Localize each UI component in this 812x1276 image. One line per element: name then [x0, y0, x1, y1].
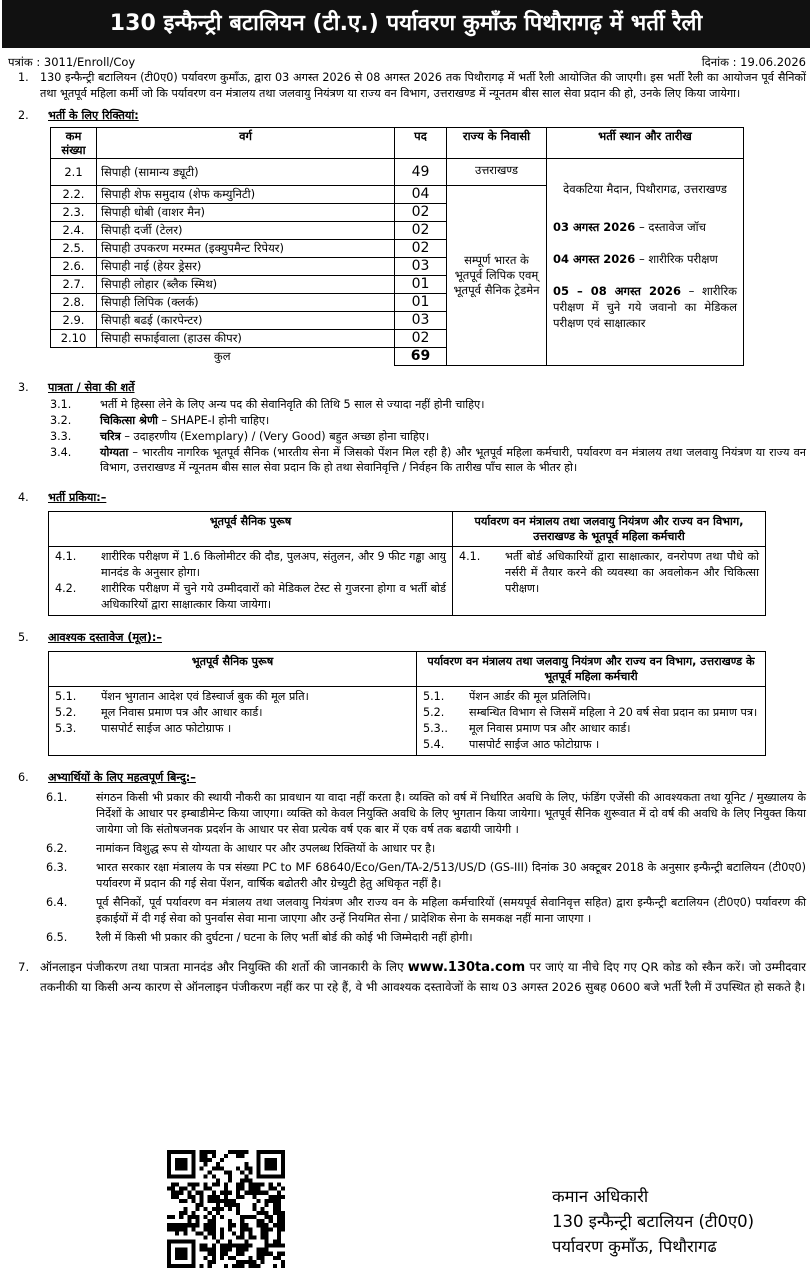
row-posts: 02 [395, 329, 447, 347]
eligibility-item [0, 397, 812, 413]
row-posts: 02 [395, 203, 447, 221]
item-text: संगठन किसी भी प्रकार की स्थायी नौकरी का प्रावधान या वादा नहीं करता है। व्यक्ति को वर्ष में निर्धारित अवधि के लिए, फंडिंग एजेंसी की आवश्यकता तथा यूनिट / मुख्यालय के निर्देशों के आधार पर इम्बाडीमेन्ट किया जाएगा। व्यक्ति को केवल नियुक्ति अवधि के लिए भुगतान किया जायेगा। भूतपूर्व सैनिक शुरूवात में दो वर्ष की अवधि के लिए नियुक्त किया जायेगा जो कि संतोषजनक प्रदर्शन के आधार पर सेवा प्रत्येक वर्ष एक बार में एक वर्ष तक बढायी जायेगी । [96, 791, 806, 837]
schedule-text: – दस्तावेज जॉच [635, 219, 706, 234]
schedule-item [553, 283, 737, 331]
item-text: – उदाहरणीय (Exemplary) / (Very Good) बहुत अच्छा होना चाहिए। [120, 429, 430, 443]
row-posts: 02 [395, 221, 447, 239]
vacancy-table [50, 127, 744, 366]
row-posts: 01 [395, 293, 447, 311]
item-text: मूल निवास प्रमाण पत्र और आधार कार्ड। [469, 722, 631, 736]
row-posts: 02 [395, 239, 447, 257]
item-text: शारीरिक परीक्षण में चुने गये उम्मीदवारों को मेडिकल टेस्ट से गुजरना होगा व भर्ती बोर्ड अधिकारियों द्वारा साक्षात्कार किया जायेगा। [101, 582, 446, 612]
important-points-list [0, 790, 812, 945]
row-posts: 03 [395, 257, 447, 275]
item-number: 3.3. [50, 429, 72, 443]
item-text: भर्ती बोर्ड अधिकारियों द्वारा साक्षात्कार, वनरोपण तथा पौधे को नर्सरी में तैयार करने की व्यवस्था का अवलोकन और चिकित्सा परीक्षण। [505, 550, 759, 596]
important-point [0, 930, 812, 946]
item-number: 5.4. [423, 738, 445, 752]
total-value: 69 [395, 347, 447, 365]
eligibility-item [0, 445, 812, 477]
list-item [55, 705, 410, 721]
section-text: 130 इन्फैन्ट्री बटालियन (टी0ए0) पर्यावरण कुमाँऊ, द्वारा 03 अगस्त 2026 से 08 अगस्त 2026 तक पिथौरागढ़ में भर्ती रैली आयोजित की जाएगी। इस भर्ती रैली का आयोजन पूर्व सैनिकों तथा भूतपूर्व महिला कर्मी जो कि पर्यावरण वन मंत्रालय तथा जलवायु नियंत्रण या राज्य वन विभाग, उत्तराखण्ड में न्यूनतम बीस साल सेवा प्रदान की हो, उनके लिए किया जायेगा। [40, 71, 806, 100]
important-point [0, 841, 812, 857]
registration-link[interactable]: www.130ta.com [407, 959, 526, 975]
row-category: सिपाही नाई (हेयर ड्रेसर) [97, 257, 395, 275]
list-item [423, 689, 759, 705]
list-item [423, 721, 759, 737]
vacancy-row [51, 158, 744, 185]
item-lead: चिकित्सा श्रेणी [100, 413, 158, 427]
list-item [55, 689, 410, 705]
section-6-heading: 6. अभ्यार्थियों के लिए महत्वपूर्ण बिन्दु:– [18, 771, 196, 785]
item-text: भर्ती मे हिस्सा लेने के लिए अन्य पद की सेवानिवृति की तिथि 5 साल से ज्यादा नहीं होनी चाहिए। [100, 397, 485, 411]
row-category: सिपाही शेफ समुदाय (शेफ कम्युनिटी) [97, 185, 395, 203]
item-number: 6.2. [46, 842, 68, 856]
item-text: भारत सरकार रक्षा मंत्रालय के पत्र संख्या PC to MF 68640/Eco/Gen/TA-2/513/US/D (GS-III) दिनांक 30 अक्टूबर 2018 के अनुसार इन्फैन्ट्री बटालियन (टी0ए0) पर्यावरण में प्रदान की गई सेवा पेंशन, वार्षिक बढोतरी और ग्रेच्युटी हेतु अधिकृत नहीं है। [96, 860, 806, 890]
item-lead: योग्यता [100, 445, 129, 459]
item-lead: चरित्र [100, 429, 121, 443]
row-category: सिपाही उपकरण मरम्मत (इक्युपमैन्ट रिपेयर) [97, 239, 395, 257]
section-number: 1. [18, 71, 29, 84]
state-all-india: सम्पूर्ण भारत के भूतपूर्व लिपिक एवम् भूतपूर्व सैनिक ट्रेडमेन [447, 185, 547, 365]
item-number: 5.2. [55, 706, 77, 720]
docs-col-women: पर्यावरण वन मंत्रालय तथा जलवायु नियंत्रण और राज्य वन विभाग, उत्तराखण्ड के भूतपूर्व महिला कर्मचारी [417, 652, 766, 687]
item-number: 6.5. [46, 930, 68, 944]
reference-row [0, 54, 812, 70]
item-text: नामांकन विशुद्ध रूप से योग्यता के आधार पर और उपलब्ध रिक्तियों के आधार पर है। [96, 842, 436, 856]
row-serial: 2.5. [51, 239, 97, 257]
row-category: सिपाही लिपिक (क्लर्क) [97, 293, 395, 311]
signatory-location: पर्यावरण कुमाँऊ, पिथौरागढ [552, 1237, 717, 1256]
docs-women-cell [417, 687, 766, 756]
item-text: – SHAPE-I होनी चाहिए। [157, 413, 270, 427]
list-item [55, 549, 446, 581]
row-category: सिपाही लोहार (ब्लैक स्मिथ) [97, 275, 395, 293]
important-point [0, 860, 812, 892]
col-serial: कम संख्या [51, 127, 97, 158]
process-table [48, 511, 766, 616]
item-text: पेंशन भुगतान आदेश एवं डिस्चार्ज बुक की मूल प्रति। [101, 690, 309, 704]
item-number: 5.1. [55, 690, 77, 704]
schedule-date: 05 – 08 अगस्त 2026 [553, 283, 681, 298]
row-category: सिपाही दर्जी (टेलर) [97, 221, 395, 239]
item-number: 3.4. [50, 445, 72, 459]
col-venue: भर्ती स्थान और तारीख [547, 127, 744, 158]
list-item [55, 721, 410, 737]
process-men-cell [49, 547, 453, 616]
process-col-men: भूतपूर्व सैनिक पुरूष [49, 512, 453, 547]
row-serial: 2.8. [51, 293, 97, 311]
col-category: वर्ग [97, 127, 395, 158]
signatory-unit: 130 इन्फैन्ट्री बटालियन (टी0ए0) [552, 1212, 755, 1231]
row-posts: 49 [395, 158, 447, 185]
item-text: पासपोर्ट साईज आठ फोटोग्राफ । [101, 722, 232, 736]
item-number: 6.4. [46, 895, 68, 909]
schedule-text: – शारीरिक परीक्षण में चुने गये जवानो का मेडिकल परीक्षण एवं साक्षात्कार [553, 283, 737, 330]
total-label: कुल [51, 347, 395, 365]
item-number: 5.3. [55, 722, 77, 736]
signatory-title: कमान अधिकारी [552, 1187, 649, 1206]
venue-cell [547, 158, 744, 365]
docs-men-cell [49, 687, 417, 756]
important-point [0, 790, 812, 838]
docs-col-men: भूतपूर्व सैनिक पुरूष [49, 652, 417, 687]
letter-number: पत्रांक : 3011/Enroll/Coy [8, 55, 136, 69]
item-text: – भारतीय नागरिक भूतपूर्व सैनिक (भारतीय सेना में जिसको पेंशन मिल रही है) और भूतपूर्व महिला कर्मचारी, पर्यावरण वन मंत्रालय तथा जलवायु नियंत्रण या राज्य वन विभाग, उत्तराखण्ड में न्यूनतम बीस साल सेवा प्रदान कि हो तथा सेवानिवृत्ति / निर्वहन कि तारीख पाँच साल के भीतर हो। [100, 445, 806, 475]
row-serial: 2.6. [51, 257, 97, 275]
process-women-cell [453, 547, 766, 616]
eligibility-list [0, 397, 812, 477]
row-category: सिपाही धोबी (वाशर मैन) [97, 203, 395, 221]
signature-block [552, 1184, 754, 1259]
section-3-heading: 3. पात्रता / सेवा की शर्ते [18, 380, 135, 394]
process-col-women: पर्यावरण वन मंत्रालय तथा जलवायु नियंत्रण और राज्य वन विभाग, उत्तराखण्ड के भूतपूर्व महिला कर्मचारी [453, 512, 766, 547]
eligibility-item [0, 413, 812, 429]
section-7: 7. ऑनलाइन पंजीकरण तथा पात्रता मानदंड और नियुक्ति की शर्तो की जानकारी के लिए www.130ta.com पर जाएं या नीचे दिए गए QR कोड को स्कैन करें। जो उम्मीदवार तकनीकी या किसी अन्य कारण से ऑनलाइन पंजीकरण नहीं कर पा रहे हैं, वे भी आवश्यक दस्तावेजों के साथ 03 अगस्त 2026 सुबह 0600 बजे भर्ती रैली में उपस्थित हो सकते है। [18, 959, 806, 994]
row-serial: 2.10 [51, 329, 97, 347]
schedule-item [553, 251, 737, 267]
row-serial: 2.1 [51, 158, 97, 185]
schedule-date: 04 अगस्त 2026 [553, 251, 636, 266]
eligibility-item [0, 429, 812, 445]
col-posts: पद [395, 127, 447, 158]
section-1 [0, 70, 812, 102]
important-point [0, 895, 812, 927]
list-item [423, 737, 759, 753]
row-category: सिपाही बढई (कारपेन्टर) [97, 311, 395, 329]
item-number: 5.2. [423, 706, 445, 720]
row-serial: 2.4. [51, 221, 97, 239]
row-serial: 2.2. [51, 185, 97, 203]
schedule-date: 03 अगस्त 2026 [553, 219, 636, 234]
row-posts: 03 [395, 311, 447, 329]
item-text: मूल निवास प्रमाण पत्र और आधार कार्ड। [101, 706, 263, 720]
list-item [459, 549, 759, 597]
state-uttarakhand: उत्तराखण्ड [447, 158, 547, 185]
list-item [423, 705, 759, 721]
item-text: पूर्व सैनिकों, पूर्व पर्यावरण वन मंत्रालय तथा जलवायु नियंत्रण और राज्य वन के महिला कर्मचारियों (समयपूर्व सेवानिवृत्त सहित) द्वारा इन्फैन्ट्री बटालियन (टी0ए0) पर्यावरण की इकाईयों में दी गई सेवा को पुनर्वास सेवा माना जाएगा और उन्हें नियमित सेना / प्रादेशिक सेना के समकक्ष नहीं माना जाएगा । [96, 895, 806, 925]
item-number: 5.1. [423, 690, 445, 704]
item-text: रैली में किसी भी प्रकार की दुर्घटना / घटना के लिए भर्ती बोर्ड की कोई भी जिम्मेदारी नहीं होगी। [96, 930, 473, 944]
col-state: राज्य के निवासी [447, 127, 547, 158]
venue-name: देवकटिया मैदान, पिथौरागढ, उत्तराखण्ड [563, 181, 727, 196]
row-serial: 2.9. [51, 311, 97, 329]
item-text: सम्बन्धित विभाग से जिसमें महिला ने 20 वर्ष सेवा प्रदान का प्रमाण पत्र। [469, 706, 758, 720]
page-title: 130 इन्फैन्ट्री बटालियन (टी.ए.) पर्यावरण कुमाँऊ पिथौरागढ़ में भर्ती रैली [2, 0, 810, 48]
item-number: 3.2. [50, 413, 72, 427]
row-serial: 2.7. [51, 275, 97, 293]
section-5-heading: 5. आवश्यक दस्तावेज (मूल):– [18, 631, 162, 645]
item-number: 4.2. [55, 582, 77, 596]
row-category: सिपाही (सामान्य ड्यूटी) [97, 158, 395, 185]
item-text: पासपोर्ट साईज आठ फोटोग्राफ । [469, 738, 600, 752]
list-item [55, 581, 446, 613]
item-number: 6.3. [46, 860, 68, 874]
row-posts: 01 [395, 275, 447, 293]
row-category: सिपाही सफाईवाला (हाउस कीपर) [97, 329, 395, 347]
letter-date: दिनांक : 19.06.2026 [701, 55, 806, 69]
section-4-heading: 4. भर्ती प्रकिया:– [18, 491, 107, 505]
item-number: 4.1. [459, 550, 481, 564]
item-number: 5.3.. [423, 722, 448, 736]
item-text: पेंशन आर्डर की मूल प्रतिलिपि। [469, 690, 591, 704]
item-text: शारीरिक परीक्षण में 1.6 किलोमीटर की दौड, पुलअप, संतुलन, और 9 फीट गड्ढा आयु मानदंड के अनुसार होगा। [101, 550, 446, 580]
item-number: 3.1. [50, 397, 72, 411]
row-serial: 2.3. [51, 203, 97, 221]
item-number: 6.1. [46, 791, 68, 805]
item-number: 4.1. [55, 550, 77, 564]
documents-table [48, 651, 766, 756]
schedule-item [553, 219, 737, 235]
row-posts: 04 [395, 185, 447, 203]
section-2-heading: 2. भर्ती के लिए रिक्तियां: [18, 108, 139, 122]
qr-code-icon[interactable] [166, 1150, 286, 1268]
schedule-text: – शारीरिक परीक्षण [635, 251, 718, 266]
